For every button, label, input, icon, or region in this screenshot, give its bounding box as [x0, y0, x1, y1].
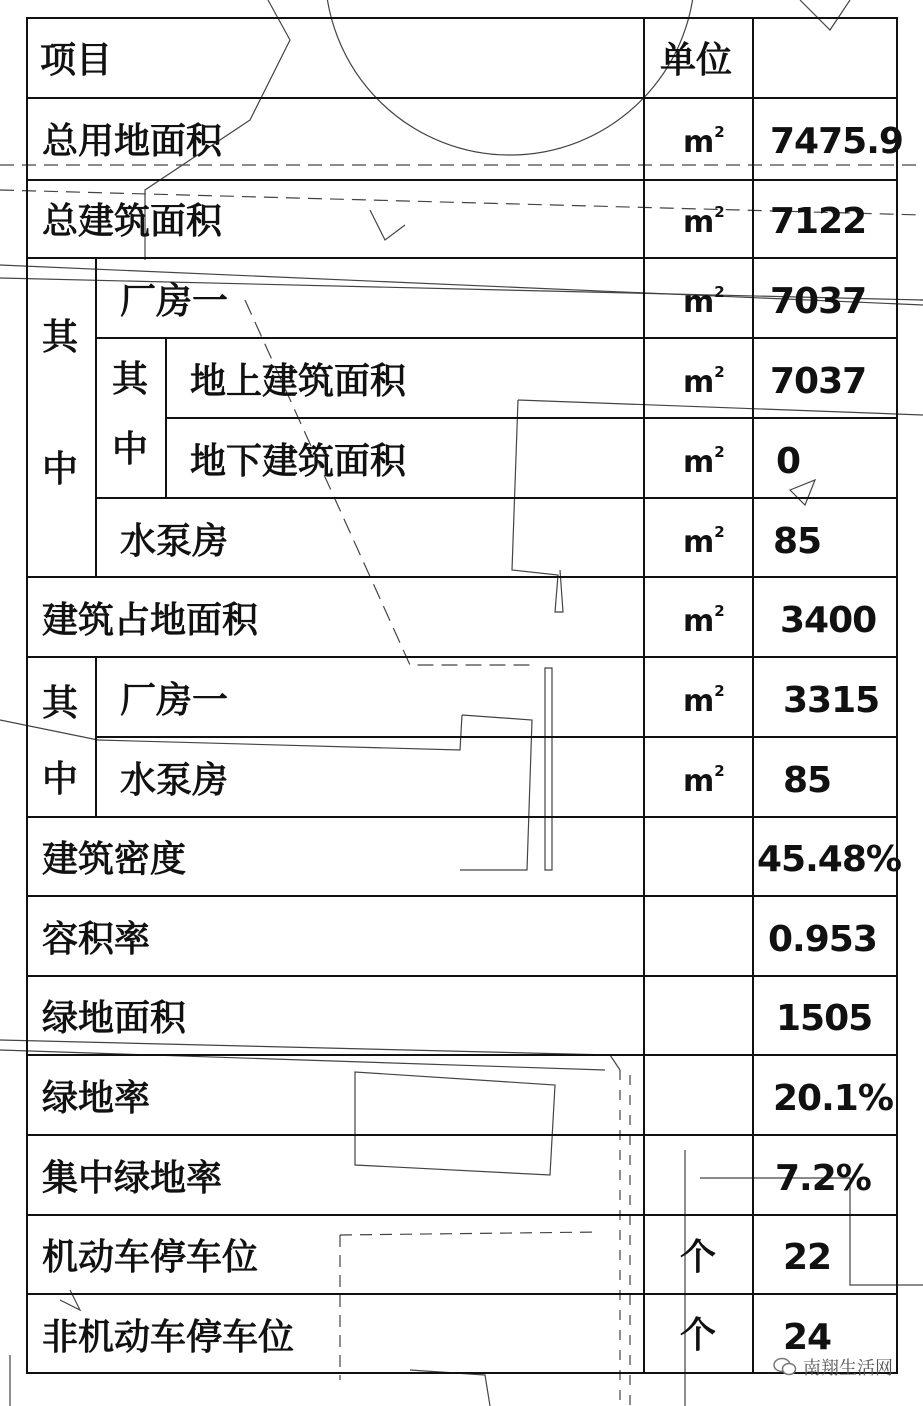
watermark-text: 南翔生活网 — [803, 1358, 893, 1379]
row-label-above-ground-area: 地上建筑面积 — [190, 361, 407, 402]
row-unit: $m^2$ — [683, 443, 725, 480]
row-value: 3315 — [783, 680, 880, 721]
row-value: 22 — [783, 1237, 832, 1278]
row-unit: $m^2$ — [683, 363, 725, 400]
row-label-total-land-area: 总用地面积 — [42, 121, 223, 162]
wechat-icon — [773, 1357, 797, 1377]
watermark — [773, 1354, 893, 1380]
row-value: 1505 — [776, 998, 873, 1039]
row-unit: 个 — [680, 1315, 717, 1356]
row-value: 85 — [773, 521, 822, 562]
row-label-pump-room-footprint: 水泵房 — [120, 760, 229, 801]
row-unit: $m^2$ — [683, 123, 725, 160]
row-value: 45.48% — [757, 839, 901, 880]
row-unit: $m^2$ — [683, 602, 725, 639]
row-unit: 个 — [680, 1237, 717, 1278]
row-label-pump-room: 水泵房 — [120, 521, 229, 562]
row-unit: $m^2$ — [683, 523, 725, 560]
row-label-building-footprint: 建筑占地面积 — [42, 600, 259, 641]
row-value: 7122 — [770, 201, 867, 242]
row-value: 7.2% — [775, 1158, 871, 1199]
row-label-total-building-area: 总建筑面积 — [42, 201, 223, 242]
row-value: 0 — [776, 441, 801, 482]
group-label-qi-2: 其 — [42, 683, 79, 724]
row-unit: $m^2$ — [683, 203, 725, 240]
row-label-underground-area: 地下建筑面积 — [190, 441, 407, 482]
row-label-central-green-rate: 集中绿地率 — [42, 1158, 223, 1199]
group-label-zhong: 中 — [42, 449, 79, 490]
row-label-motor-parking: 机动车停车位 — [42, 1237, 259, 1278]
group-label-qi: 其 — [42, 317, 79, 358]
row-label-green-rate: 绿地率 — [42, 1078, 151, 1119]
row-value: 0.953 — [768, 919, 877, 960]
row-value: 3400 — [780, 600, 877, 641]
header-unit: 单位 — [660, 40, 733, 81]
row-value: 7037 — [770, 281, 867, 322]
row-label-green-area: 绿地面积 — [42, 998, 187, 1039]
row-value: 20.1% — [773, 1078, 893, 1119]
row-unit: $m^2$ — [683, 283, 725, 320]
row-label-factory-one: 厂房一 — [120, 281, 229, 322]
row-value: 7475.9 — [770, 121, 903, 162]
row-unit: $m^2$ — [683, 762, 725, 799]
subgroup-label-zhong: 中 — [112, 429, 149, 470]
group-label-zhong-2: 中 — [42, 759, 79, 800]
row-value: 7037 — [770, 361, 867, 402]
header-item: 项目 — [40, 40, 113, 81]
row-label-factory-one-footprint: 厂房一 — [120, 680, 229, 721]
subgroup-label-qi: 其 — [112, 359, 149, 400]
row-unit: $m^2$ — [683, 682, 725, 719]
row-value: 85 — [783, 760, 832, 801]
row-label-plot-ratio: 容积率 — [42, 919, 151, 960]
row-label-non-motor-parking: 非机动车停车位 — [42, 1317, 295, 1358]
row-label-building-density: 建筑密度 — [42, 839, 187, 880]
row-value: 24 — [783, 1317, 832, 1358]
